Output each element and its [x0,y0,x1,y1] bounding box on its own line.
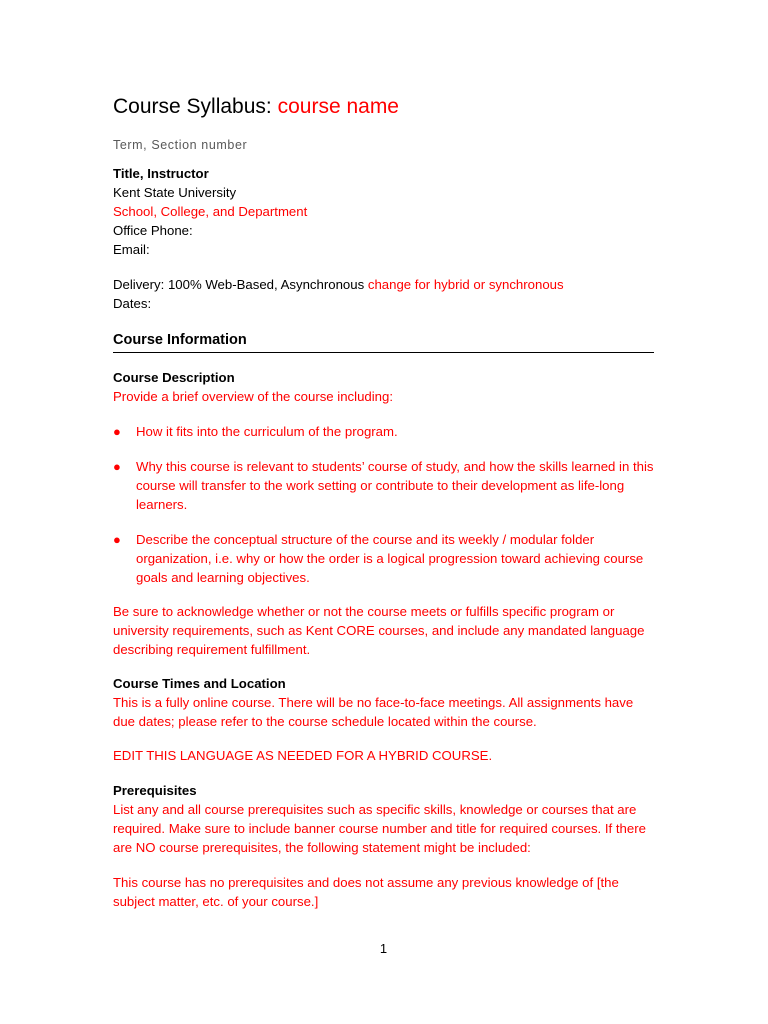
course-information-heading: Course Information [113,330,654,353]
list-item [113,457,658,514]
bullet-text: Why this course is relevant to students’ course of study, and how the skills learned in this course will transfer to the work setting or contribute to their development as life-long learners. [136,459,654,512]
term-section-subtitle: Term, Section number [113,138,248,152]
delivery-note: change for hybrid or synchronous [367,277,564,292]
course-description-section [113,368,658,406]
list-item [113,530,658,587]
bullet-icon: ● [113,424,121,439]
title-course-name: course name [277,95,399,118]
prerequisites-section [113,781,658,857]
list-item [113,422,658,441]
delivery-block [113,275,658,313]
hybrid-edit-note-text: EDIT THIS LANGUAGE AS NEEDED FOR A HYBRID COURSE. [113,748,493,763]
course-description-intro: Provide a brief overview of the course including: [113,389,394,404]
bullet-icon: ● [113,459,121,474]
delivery-label: Delivery: 100% Web-Based, Asynchronous [113,277,365,292]
page-number: 1 [379,941,388,956]
bullet-text: Describe the conceptual structure of the course and its weekly / modular folder organization, i.e. why or how the order is a logical progression toward achieving course goals and learning objectives. [136,532,644,585]
instructor-block [113,164,658,259]
bullet-list [113,422,658,587]
university-name: Kent State University [113,185,237,200]
no-prerequisites-statement [113,873,658,911]
no-prerequisites-statement-text: This course has no prerequisites and does not assume any previous knowledge of [the subject matter, etc. of your course.] [113,875,619,909]
dates: Dates: [113,296,152,311]
document-page [113,0,658,1024]
course-times-section [113,674,658,731]
course-times-text: This is a fully online course. There will be no face-to-face meetings. All assignments have due dates; please refer to the course schedule located within the course. [113,695,634,729]
email: Email: [113,242,150,257]
requirements-note-text: Be sure to acknowledge whether or not the course meets or fulfills specific program or university requirements, such as Kent CORE courses, and include any mandated language describing requirement fulfillment. [113,604,645,657]
course-description-bullets [113,422,658,587]
prerequisites-heading: Prerequisites [113,783,197,798]
page-title [113,94,399,120]
delivery-line [113,275,658,294]
bullet-text: How it fits into the curriculum of the program. [136,424,398,439]
course-description-heading: Course Description [113,370,235,385]
prerequisites-text: List any and all course prerequisites such as specific skills, knowledge or courses that are required. Make sure to include banner course number and title for required courses. If there are NO course prerequisites, the following statement might be included: [113,802,646,855]
hybrid-edit-note [113,746,658,765]
requirements-note [113,602,658,659]
department-name: School, College, and Department [113,204,308,219]
title-instructor: Title, Instructor [113,166,209,181]
title-prefix: Course Syllabus: [113,95,272,118]
bullet-icon: ● [113,532,121,547]
office-phone: Office Phone: [113,223,193,238]
course-times-heading: Course Times and Location [113,676,286,691]
